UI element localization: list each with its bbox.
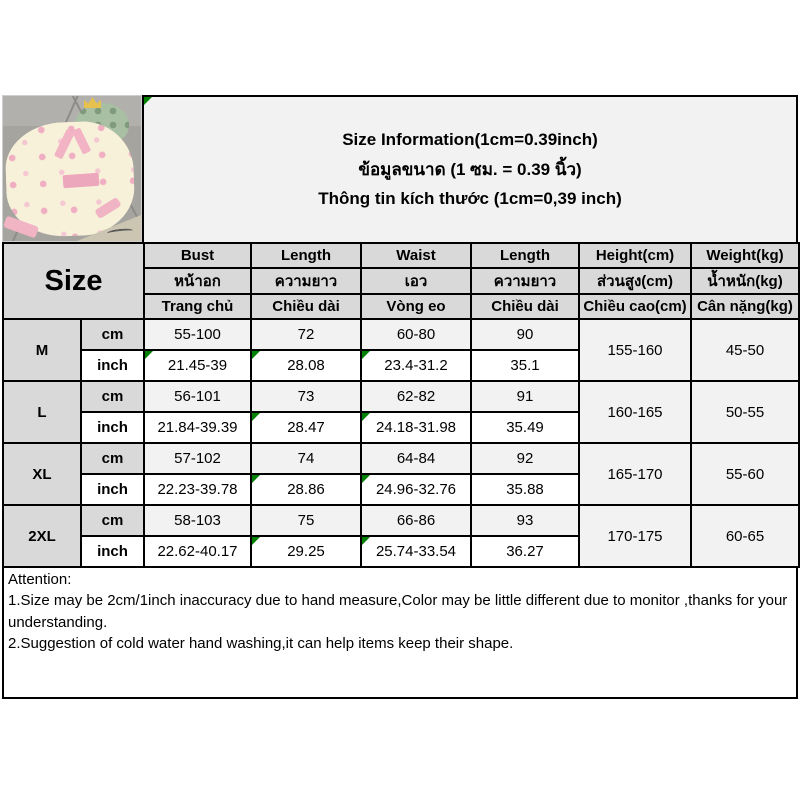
weight-cell: 60-65 — [691, 505, 799, 567]
value-cell: 75 — [251, 505, 361, 536]
attention-heading: Attention: — [8, 571, 72, 588]
value-cell: 35.49 — [471, 412, 579, 443]
header-length-vi: Chiều dài — [251, 294, 361, 319]
unit-cell: cm — [81, 443, 144, 474]
header-length2-vi: Chiều dài — [471, 294, 579, 319]
header-length2-th: ความยาว — [471, 268, 579, 294]
value-cell: 22.62-40.17 — [144, 536, 251, 567]
value-cell: 90 — [471, 319, 579, 350]
unit-cell: inch — [81, 412, 144, 443]
header-height-th: ส่วนสูง(cm) — [579, 268, 691, 294]
attention-line-2: 2.Suggestion of cold water hand washing,it can help items keep their shape. — [8, 634, 514, 652]
top-row — [2, 95, 798, 242]
value-cell: 35.88 — [471, 474, 579, 505]
header-length2-en: Length — [471, 243, 579, 268]
row-l-cm — [3, 381, 799, 412]
value-cell: 91 — [471, 381, 579, 412]
value-cell: 24.96-32.76 — [361, 474, 471, 505]
row-xl-cm — [3, 443, 799, 474]
height-cell: 160-165 — [579, 381, 691, 443]
value-cell: 28.08 — [251, 350, 361, 381]
value-cell: 64-84 — [361, 443, 471, 474]
header-weight-th: น้ำหนัก(kg) — [691, 268, 799, 294]
header-waist-th: เอว — [361, 268, 471, 294]
value-cell: 62-82 — [361, 381, 471, 412]
header-bust-th: หน้าอก — [144, 268, 251, 294]
unit-cell: cm — [81, 319, 144, 350]
value-cell: 35.1 — [471, 350, 579, 381]
size-corner-cell: Size — [3, 243, 144, 319]
height-cell: 170-175 — [579, 505, 691, 567]
value-cell: 55-100 — [144, 319, 251, 350]
value-cell: 60-80 — [361, 319, 471, 350]
value-cell: 72 — [251, 319, 361, 350]
attention-line-1: 1.Size may be 2cm/1inch inaccuracy due to hand measure,Color may be little different due to monitor ,thanks for your understanding. — [8, 592, 788, 631]
product-photo — [2, 95, 142, 242]
unit-cell: cm — [81, 505, 144, 536]
size-label-m: M — [3, 319, 81, 381]
value-cell: 93 — [471, 505, 579, 536]
header-bust-vi: Trang chủ — [144, 294, 251, 319]
weight-cell: 50-55 — [691, 381, 799, 443]
value-cell: 56-101 — [144, 381, 251, 412]
row-2xl-cm — [3, 505, 799, 536]
value-cell: 73 — [251, 381, 361, 412]
value-cell: 25.74-33.54 — [361, 536, 471, 567]
value-cell: 21.84-39.39 — [144, 412, 251, 443]
value-cell: 22.23-39.78 — [144, 474, 251, 505]
value-cell: 23.4-31.2 — [361, 350, 471, 381]
unit-cell: cm — [81, 381, 144, 412]
size-label-2xl: 2XL — [3, 505, 81, 567]
height-cell: 165-170 — [579, 443, 691, 505]
header-row-en — [3, 243, 799, 268]
value-cell: 58-103 — [144, 505, 251, 536]
value-cell: 92 — [471, 443, 579, 474]
title-block — [142, 95, 798, 242]
header-weight-en: Weight(kg) — [691, 243, 799, 268]
title-line-th: ข้อมูลขนาด (1 ซม. = 0.39 นิ้ว) — [358, 160, 582, 179]
title-line-vi: Thông tin kích thước (1cm=0,39 inch) — [318, 189, 622, 208]
height-cell: 155-160 — [579, 319, 691, 381]
header-length-en: Length — [251, 243, 361, 268]
header-bust-en: Bust — [144, 243, 251, 268]
attention-box — [2, 568, 798, 699]
unit-cell: inch — [81, 474, 144, 505]
header-height-en: Height(cm) — [579, 243, 691, 268]
size-table — [2, 242, 800, 568]
value-cell: 74 — [251, 443, 361, 474]
header-waist-en: Waist — [361, 243, 471, 268]
value-cell: 24.18-31.98 — [361, 412, 471, 443]
value-cell: 57-102 — [144, 443, 251, 474]
size-label-xl: XL — [3, 443, 81, 505]
unit-cell: inch — [81, 350, 144, 381]
title-line-en: Size Information(1cm=0.39inch) — [342, 130, 598, 149]
unit-cell: inch — [81, 536, 144, 567]
weight-cell: 45-50 — [691, 319, 799, 381]
weight-cell: 55-60 — [691, 443, 799, 505]
value-cell: 36.27 — [471, 536, 579, 567]
value-cell: 28.47 — [251, 412, 361, 443]
header-height-vi: Chiều cao(cm) — [579, 294, 691, 319]
header-weight-vi: Cân nặng(kg) — [691, 294, 799, 319]
header-length-th: ความยาว — [251, 268, 361, 294]
value-cell: 29.25 — [251, 536, 361, 567]
content-area — [2, 95, 798, 699]
value-cell: 66-86 — [361, 505, 471, 536]
row-m-cm — [3, 319, 799, 350]
header-waist-vi: Vòng eo — [361, 294, 471, 319]
pocket-trim — [63, 173, 100, 188]
value-cell: 28.86 — [251, 474, 361, 505]
size-label-l: L — [3, 381, 81, 443]
value-cell: 21.45-39 — [144, 350, 251, 381]
